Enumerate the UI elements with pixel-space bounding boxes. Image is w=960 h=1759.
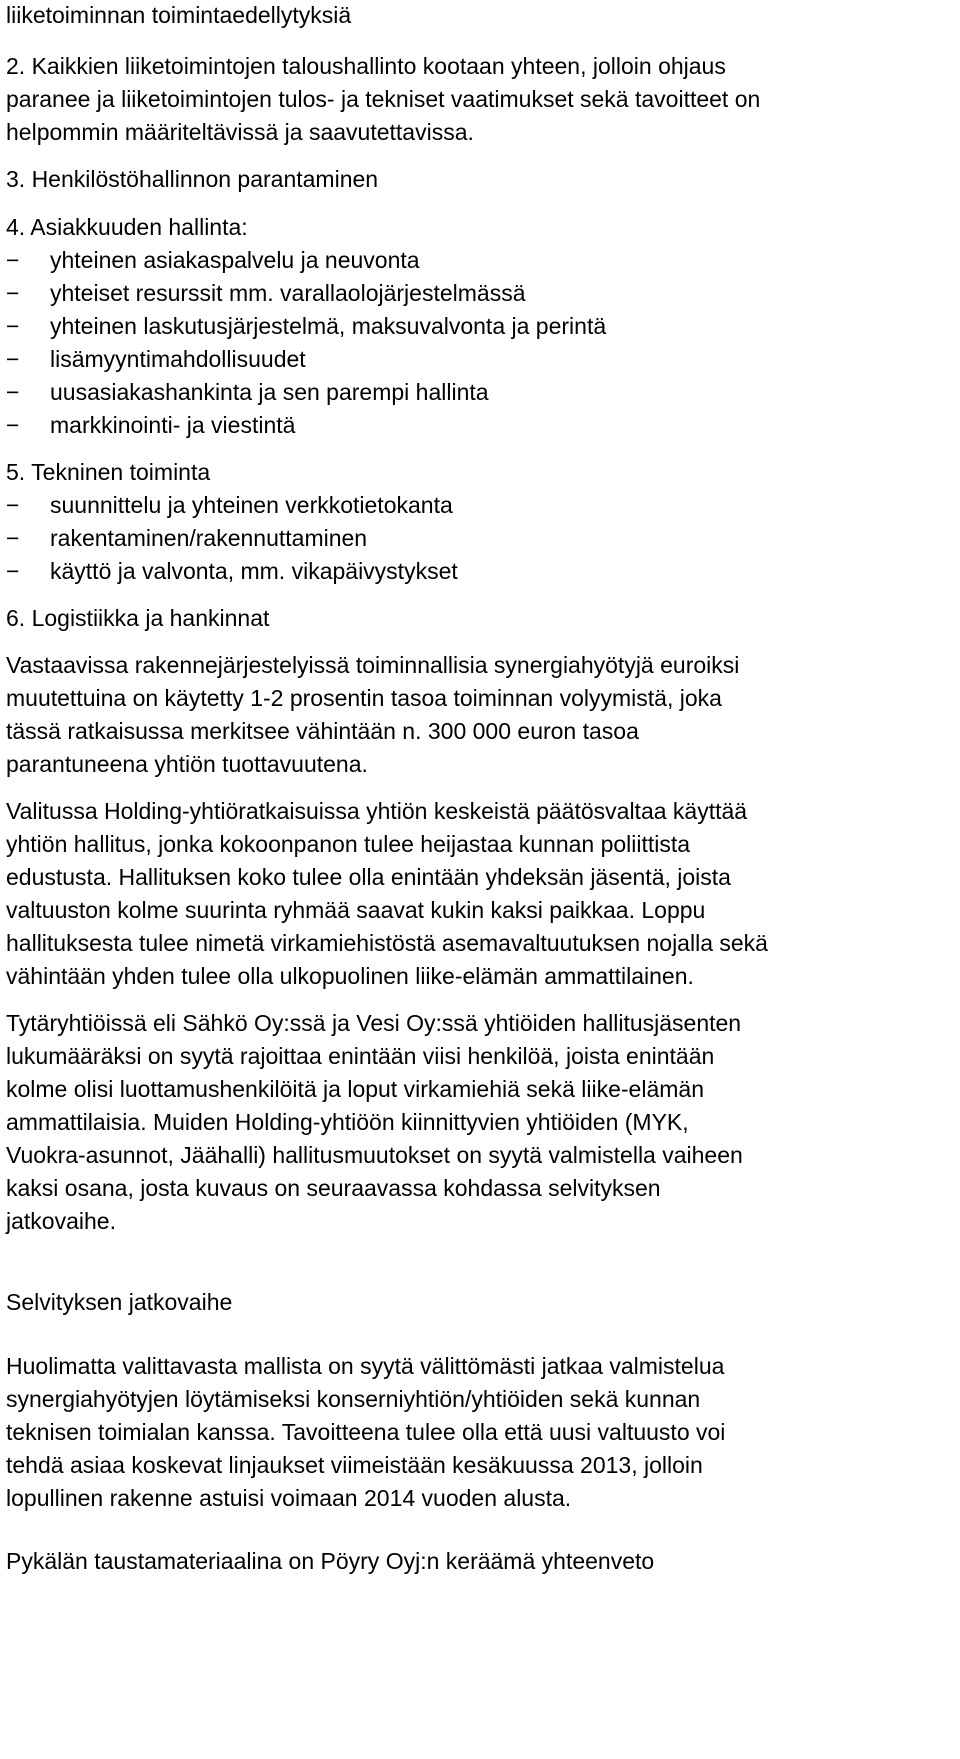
paragraph-line: kaksi osana, josta kuvaus on seuraavassa kohdassa selvityksen xyxy=(6,1175,661,1201)
item-4-bullet xyxy=(6,409,960,442)
item-5-bullet xyxy=(6,489,960,522)
paragraph-line: Tytäryhtiöissä eli Sähkö Oy:ssä ja Vesi Oy:ssä yhtiöiden hallitusjäsenten xyxy=(6,1010,742,1036)
item-3-heading: 3. Henkilöstöhallinnon parantaminen xyxy=(6,166,379,192)
dash-icon: − xyxy=(6,313,20,339)
item-5-heading: 5. Tekninen toiminta xyxy=(6,459,211,485)
item-6-heading: 6. Logistiikka ja hankinnat xyxy=(6,605,270,631)
item-4-heading: 4. Asiakkuuden hallinta: xyxy=(6,214,248,240)
paragraph-line: Vuokra-asunnot, Jäähalli) hallitusmuutokset on syytä valmistella vaiheen xyxy=(6,1142,743,1168)
item-5-bullet xyxy=(6,522,960,555)
closing-line: Pykälän taustamateriaalina on Pöyry Oyj:n keräämä yhteenveto xyxy=(6,1548,655,1574)
paragraph-line: valtuuston kolme suurinta ryhmää saavat kukin kaksi paikkaa. Loppu xyxy=(6,897,706,923)
paragraph-line: parantuneena yhtiön tuottavuutena. xyxy=(6,751,368,777)
paragraph-line: hallituksesta tulee nimetä virkamiehistöstä asemavaltuutuksen nojalla sekä xyxy=(6,930,768,956)
item-2-line: 2. Kaikkien liiketoimintojen taloushallinto kootaan yhteen, jolloin ohjaus xyxy=(6,53,726,79)
item-5-section xyxy=(6,456,960,588)
dash-icon: − xyxy=(6,492,20,518)
paragraph-synergy xyxy=(6,649,960,781)
paragraph-line: lopullinen rakenne astuisi voimaan 2014 vuoden alusta. xyxy=(6,1485,572,1511)
paragraph-line: Vastaavissa rakennejärjestelyissä toiminnallisia synergiahyötyjä euroiksi xyxy=(6,652,740,678)
dash-icon: − xyxy=(6,379,20,405)
paragraph-line: jatkovaihe. xyxy=(6,1208,116,1234)
section-heading: Selvityksen jatkovaihe xyxy=(6,1289,233,1315)
paragraph-line: ammattilaisia. Muiden Holding-yhtiöön kiinnittyvien yhtiöiden (MYK, xyxy=(6,1109,689,1135)
dash-icon: − xyxy=(6,525,20,551)
paragraph-subsidiaries xyxy=(6,1007,960,1238)
paragraph-line: Huolimatta valittavasta mallista on syytä välittömästi jatkaa valmistelua xyxy=(6,1353,725,1379)
item-2-paragraph xyxy=(6,50,960,149)
paragraph-line: synergiahyötyjen löytämiseksi konserniyhtiön/yhtiöiden sekä kunnan xyxy=(6,1386,701,1412)
paragraph-line: muutettuina on käytetty 1-2 prosentin tasoa toiminnan volyymistä, joka xyxy=(6,685,722,711)
bullet-text: markkinointi- ja viestintä xyxy=(50,412,296,438)
bullet-text: uusasiakashankinta ja sen parempi hallinta xyxy=(50,379,489,405)
item-2-line: helpommin määriteltävissä ja saavutettavissa. xyxy=(6,119,474,145)
paragraph-next-phase xyxy=(6,1350,960,1515)
paragraph-line: lukumääräksi on syytä rajoittaa enintään viisi henkilöä, joista enintään xyxy=(6,1043,715,1069)
paragraph-line: Valitussa Holding-yhtiöratkaisuissa yhtiön keskeistä päätösvaltaa käyttää xyxy=(6,798,748,824)
item-4-bullet xyxy=(6,277,960,310)
dash-icon: − xyxy=(6,247,20,273)
bullet-text: rakentaminen/rakennuttaminen xyxy=(50,525,368,551)
item-4-bullet xyxy=(6,244,960,277)
bullet-text: yhteinen asiakaspalvelu ja neuvonta xyxy=(50,247,420,273)
item-4-bullet xyxy=(6,343,960,376)
dash-icon: − xyxy=(6,280,20,306)
paragraph-line: kolme olisi luottamushenkilöitä ja loput virkamiehiä sekä liike-elämän xyxy=(6,1076,704,1102)
dash-icon: − xyxy=(6,412,20,438)
item-4-bullet xyxy=(6,310,960,343)
bullet-text: lisämyyntimahdollisuudet xyxy=(50,346,306,372)
paragraph-line: tehdä asiaa koskevat linjaukset viimeistään kesäkuussa 2013, jolloin xyxy=(6,1452,703,1478)
intro-fragment: liiketoiminnan toimintaedellytyksiä xyxy=(6,2,352,28)
item-4-section xyxy=(6,211,960,442)
bullet-text: suunnittelu ja yhteinen verkkotietokanta xyxy=(50,492,453,518)
item-4-bullet xyxy=(6,376,960,409)
bullet-text: käyttö ja valvonta, mm. vikapäivystykset xyxy=(50,558,458,584)
bullet-text: yhteiset resurssit mm. varallaolojärjestelmässä xyxy=(50,280,526,306)
item-2-line: paranee ja liiketoimintojen tulos- ja tekniset vaatimukset sekä tavoitteet on xyxy=(6,86,761,112)
item-5-bullet xyxy=(6,555,960,588)
bullet-text: yhteinen laskutusjärjestelmä, maksuvalvonta ja perintä xyxy=(50,313,607,339)
paragraph-line: teknisen toimialan kanssa. Tavoitteena tulee olla että uusi valtuusto voi xyxy=(6,1419,726,1445)
paragraph-line: vähintään yhden tulee olla ulkopuolinen liike-elämän ammattilainen. xyxy=(6,963,694,989)
paragraph-line: edustusta. Hallituksen koko tulee olla enintään yhdeksän jäsentä, joista xyxy=(6,864,731,890)
paragraph-line: tässä ratkaisussa merkitsee vähintään n. 300 000 euron tasoa xyxy=(6,718,639,744)
paragraph-line: yhtiön hallitus, jonka kokoonpanon tulee heijastaa kunnan poliittista xyxy=(6,831,691,857)
dash-icon: − xyxy=(6,558,20,584)
dash-icon: − xyxy=(6,346,20,372)
paragraph-holding-board xyxy=(6,795,960,993)
